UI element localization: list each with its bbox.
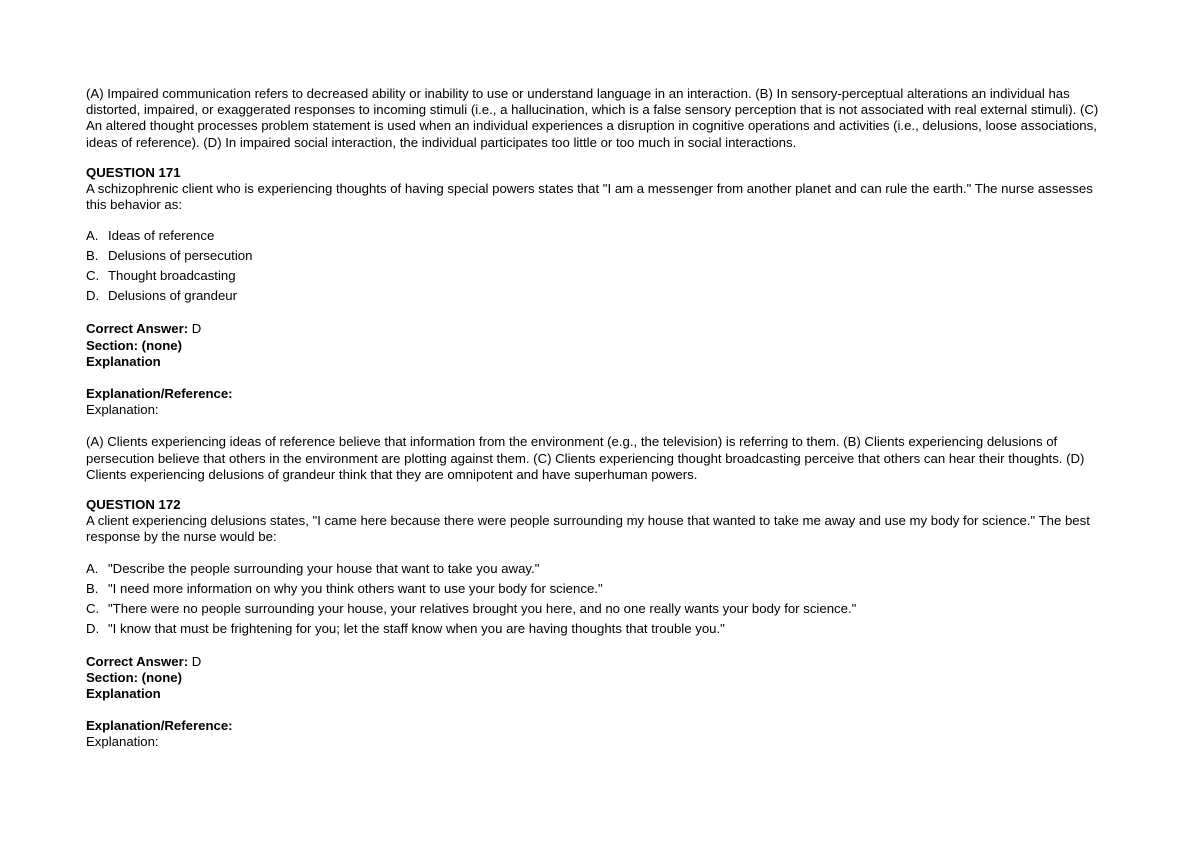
- reference-sub: Explanation:: [86, 734, 159, 750]
- intro-explanation: (A) Impaired communication refers to decreased ability or inability to use or understand language in an interaction. (B) In sensory-perceptual alterations an individual has distorted, impaired, or exaggerated responses to incoming stimuli (i.e., a hallucination, which is a false sensory perception that is not associated with real external stimuli). (C) An altered thought processes problem statement is used when an individual experiences a disruption in cognitive operations and activities (i.e., delusions, loose associations, ideas of reference). (D) In impaired social interaction, the individual participates too little or too much in social interactions.: [86, 86, 1099, 150]
- reference-label: Explanation/Reference:: [86, 718, 233, 734]
- option-letter: B.: [86, 248, 99, 264]
- spacer: [86, 418, 1116, 434]
- question-171: [86, 165, 1116, 483]
- option-letter: D.: [86, 620, 100, 636]
- option-letter: A.: [86, 228, 99, 244]
- question-heading: QUESTION 172: [86, 497, 181, 513]
- option-letter: C.: [86, 268, 100, 284]
- question-stem: A client experiencing delusions states, "I came here because there were people surrounding my house that wanted to take me away and use my body for science." The best response by the nurse would be:: [86, 513, 1090, 545]
- option-letter: C.: [86, 600, 100, 616]
- answer-options: [86, 559, 1116, 639]
- answer-options: [86, 226, 1116, 306]
- explanation-label: Explanation: [86, 353, 161, 369]
- answer-meta: [86, 654, 1116, 751]
- option-text: Thought broadcasting: [108, 268, 236, 284]
- spacer: [86, 702, 1116, 718]
- explanation-label: Explanation: [86, 686, 161, 702]
- option-d: [86, 619, 1116, 639]
- option-text: "I know that must be frightening for you; let the staff know when you are having thoughts that trouble you.": [108, 620, 725, 636]
- option-a: [86, 559, 1116, 579]
- reference-label: Explanation/Reference:: [86, 386, 233, 402]
- reference-sub: Explanation:: [86, 402, 159, 418]
- option-text: "Describe the people surrounding your house that want to take you away.": [108, 560, 540, 576]
- option-b: [86, 579, 1116, 599]
- option-text: Delusions of persecution: [108, 248, 253, 264]
- option-c: [86, 599, 1116, 619]
- correct-answer-line: [86, 654, 1116, 670]
- option-letter: A.: [86, 560, 99, 576]
- option-c: [86, 266, 1116, 286]
- spacer: [86, 370, 1116, 386]
- question-172: [86, 497, 1116, 751]
- correct-answer-label: Correct Answer:: [86, 653, 189, 669]
- section-label: Section: (none): [86, 337, 182, 353]
- explanation-text: (A) Clients experiencing ideas of reference believe that information from the environment (e.g., the television) is referring to them. (B) Clients experiencing delusions of persecution believe that others in the environment are plotting against them. (C) Clients experiencing thought broadcasting perceive that others can hear their thoughts. (D) Clients experiencing delusions of grandeur think that they are omnipotent and have superhuman powers.: [86, 434, 1085, 482]
- option-text: Delusions of grandeur: [108, 288, 238, 304]
- correct-answer-line: [86, 321, 1116, 337]
- option-a: [86, 226, 1116, 246]
- section-label: Section: (none): [86, 669, 182, 685]
- option-text: "I need more information on why you think others want to use your body for science.": [108, 580, 603, 596]
- option-d: [86, 286, 1116, 306]
- document-page: [86, 86, 1116, 751]
- option-text: Ideas of reference: [108, 228, 215, 244]
- option-letter: B.: [86, 580, 99, 596]
- option-letter: D.: [86, 288, 100, 304]
- question-stem: A schizophrenic client who is experiencing thoughts of having special powers states that "I am a messenger from another planet and can rule the earth." The nurse assesses this behavior as:: [86, 181, 1093, 213]
- correct-answer-label: Correct Answer:: [86, 321, 189, 337]
- correct-answer-value: D: [191, 321, 202, 337]
- option-text: "There were no people surrounding your house, your relatives brought you here, and no one really wants your body for science.": [108, 600, 857, 616]
- correct-answer-value: D: [191, 653, 202, 669]
- answer-meta: [86, 321, 1116, 483]
- question-heading: QUESTION 171: [86, 164, 181, 180]
- option-b: [86, 246, 1116, 266]
